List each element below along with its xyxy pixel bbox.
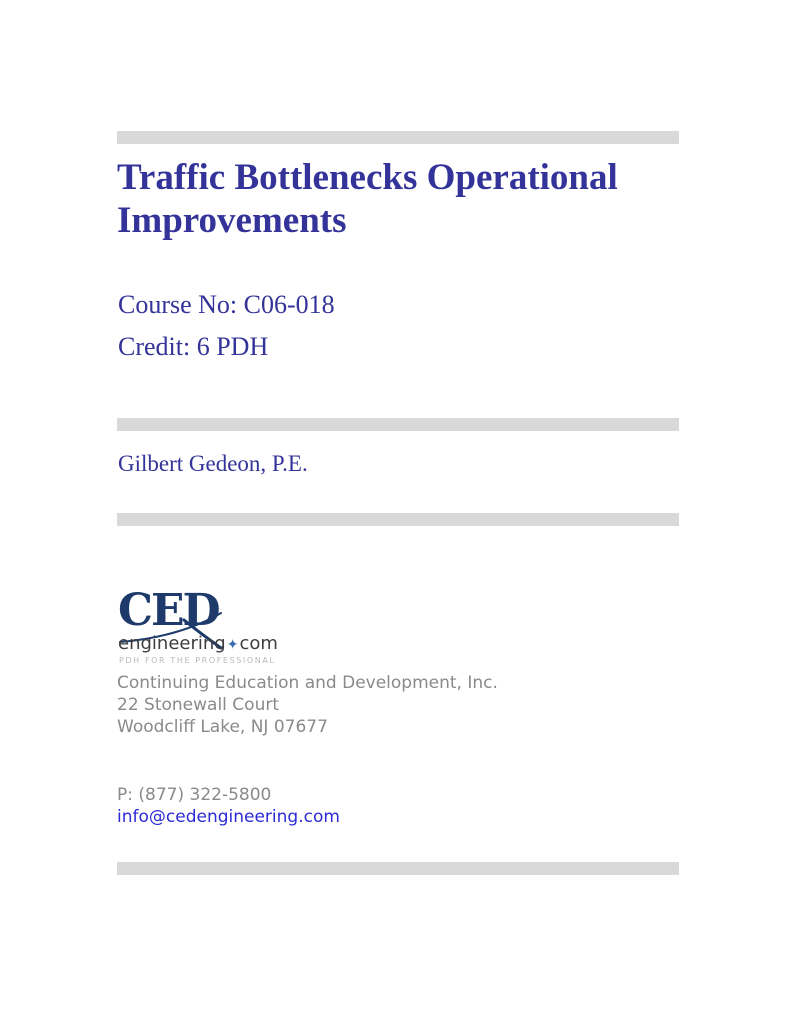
divider-bar-top	[117, 131, 679, 144]
logo-domain-left: engineering	[118, 633, 226, 654]
logo-domain	[118, 635, 278, 654]
divider-bar-bottom	[117, 862, 679, 875]
diamond-dot-icon: ✦	[226, 637, 239, 653]
company-street: 22 Stonewall Court	[117, 695, 279, 715]
company-name: Continuing Education and Development, Inc.	[117, 673, 498, 693]
author-name: Gilbert Gedeon, P.E.	[118, 451, 308, 476]
logo-domain-right: com	[239, 633, 278, 654]
email-link[interactable]: info@cedengineering.com	[117, 807, 340, 827]
divider-bar-above-author	[117, 418, 679, 431]
ced-engineering-logo	[118, 585, 283, 666]
course-title-line2: Improvements	[117, 200, 347, 241]
logo-wordmark: CED	[118, 585, 219, 636]
divider-bar-below-author	[117, 513, 679, 526]
course-title	[117, 156, 618, 242]
phone-number: P: (877) 322-5800	[117, 785, 272, 805]
course-credit: Credit: 6 PDH	[118, 332, 269, 361]
company-address-block	[117, 672, 498, 738]
logo-tagline: PDH FOR THE PROFESSIONAL	[119, 656, 276, 665]
contact-block	[117, 784, 340, 828]
company-city-state-zip: Woodcliff Lake, NJ 07677	[117, 717, 328, 737]
course-number: Course No: C06-018	[118, 290, 335, 319]
course-title-line1: Traffic Bottlenecks Operational	[117, 157, 618, 198]
